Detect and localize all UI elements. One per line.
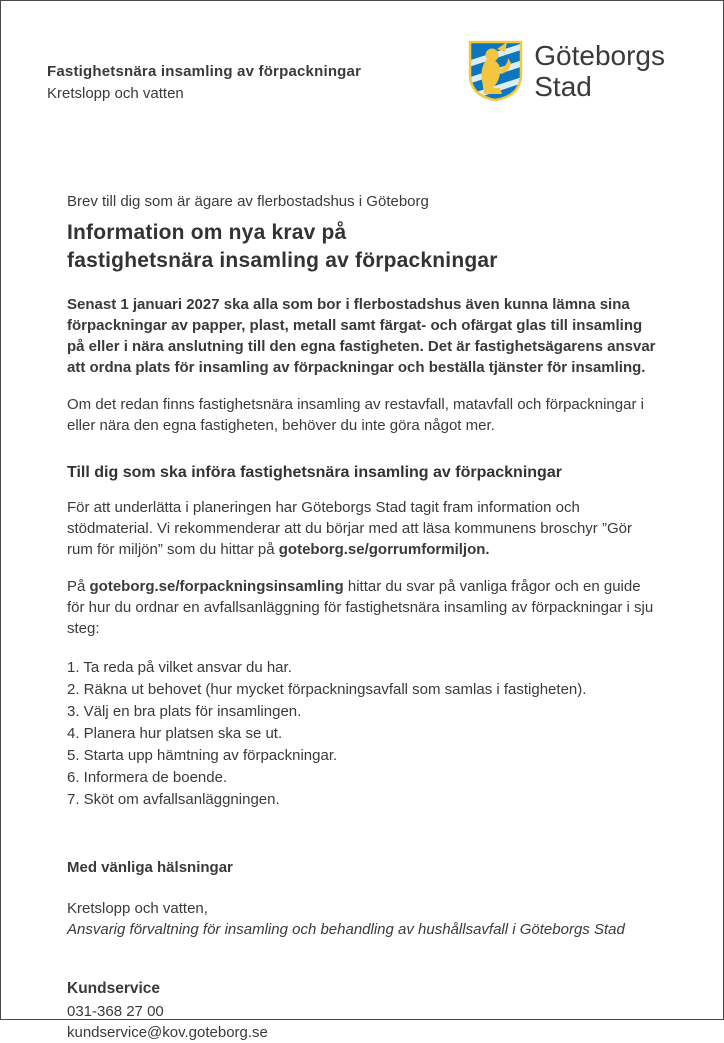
step-item-2: 2. Räkna ut behovet (hur mycket förpackningsavfall som samlas i fastigheten). <box>67 681 587 698</box>
step-item-3: 3. Välj en bra plats för insamlingen. <box>67 703 302 720</box>
coat-of-arms-icon <box>467 39 524 107</box>
intro-line: Brev till dig som är ägare av flerbostadshus i Göteborg <box>67 193 429 210</box>
url-forpackningsinsamling: goteborg.se/forpackningsinsamling <box>89 578 344 595</box>
section-heading: Till dig som ska införa fastighetsnära insamling av förpackningar <box>67 464 562 481</box>
step-item-1: 1. Ta reda på vilket ansvar du har. <box>67 659 292 676</box>
contact-block <box>67 978 661 1043</box>
contact-phone: 031-368 27 00 <box>67 1003 164 1020</box>
main-heading-line2: fastighetsnära insamling av förpackningar <box>67 249 498 272</box>
sender-title: Fastighetsnära insamling av förpackningar <box>47 63 362 80</box>
logo-wordmark-line1: Göteborgs <box>534 40 665 71</box>
url-gorrumformiljon: goteborg.se/gorrumformiljon. <box>278 541 490 558</box>
steps-list <box>67 657 661 811</box>
contact-title: Kundservice <box>67 980 161 997</box>
main-heading-line1: Information om nya krav på <box>67 221 347 244</box>
contact-email: kundservice@kov.goteborg.se <box>67 1024 268 1041</box>
step-item-5: 5. Starta upp hämtning av förpackningar. <box>67 747 338 764</box>
paragraph-guide-rest: hittar du svar på vanliga frågor och en guide för hur du ordnar en avfallsanläggning för fastighetsnära insamling av förpackningar i sju steg: <box>67 578 654 637</box>
main-heading <box>67 219 661 275</box>
signature-role: Ansvarig förvaltning för insamling och behandling av hushållsavfall i Göteborgs Stad <box>67 921 625 938</box>
goteborgs-stad-logo <box>467 39 665 107</box>
sender-department: Kretslopp och vatten <box>47 85 184 102</box>
closing-phrase: Med vänliga hälsningar <box>67 859 233 876</box>
signature-organisation: Kretslopp och vatten, <box>67 900 208 917</box>
sender-block <box>47 63 361 102</box>
letter-body <box>1 107 723 1043</box>
paragraph-brochure <box>67 497 661 560</box>
paragraph-brochure-text: För att underlätta i planeringen har Göteborgs Stad tagit fram information och stödmaterial. Vi rekommenderar att du börjar med att läsa kommunens broschyr ”Gör rum för miljön” som du hittar på <box>67 499 632 558</box>
step-item-4: 4. Planera hur platsen ska se ut. <box>67 725 283 742</box>
lead-paragraph: Senast 1 januari 2027 ska alla som bor i flerbostadshus även kunna lämna sina förpackningar av papper, plast, metall samt färgat- och ofärgat glas till insamling på eller i nära anslutning till den egna fastigheten. Det är fastighetsägarens ansvar att ordna plats för insamling av förpackningar och beställa tjänster för insamling. <box>67 296 656 376</box>
logo-wordmark-line2: Stad <box>534 71 592 102</box>
logo-wordmark <box>534 40 665 102</box>
paragraph-guide <box>67 576 661 639</box>
letter-header <box>1 1 723 107</box>
step-item-6: 6. Informera de boende. <box>67 769 228 786</box>
paragraph-no-action: Om det redan finns fastighetsnära insamling av restavfall, matavfall och förpackningar i eller nära den egna fastigheten, behöver du inte göra något mer. <box>67 396 644 434</box>
paragraph-guide-prefix: På <box>67 578 90 595</box>
step-item-7: 7. Sköt om avfallsanläggningen. <box>67 791 280 808</box>
